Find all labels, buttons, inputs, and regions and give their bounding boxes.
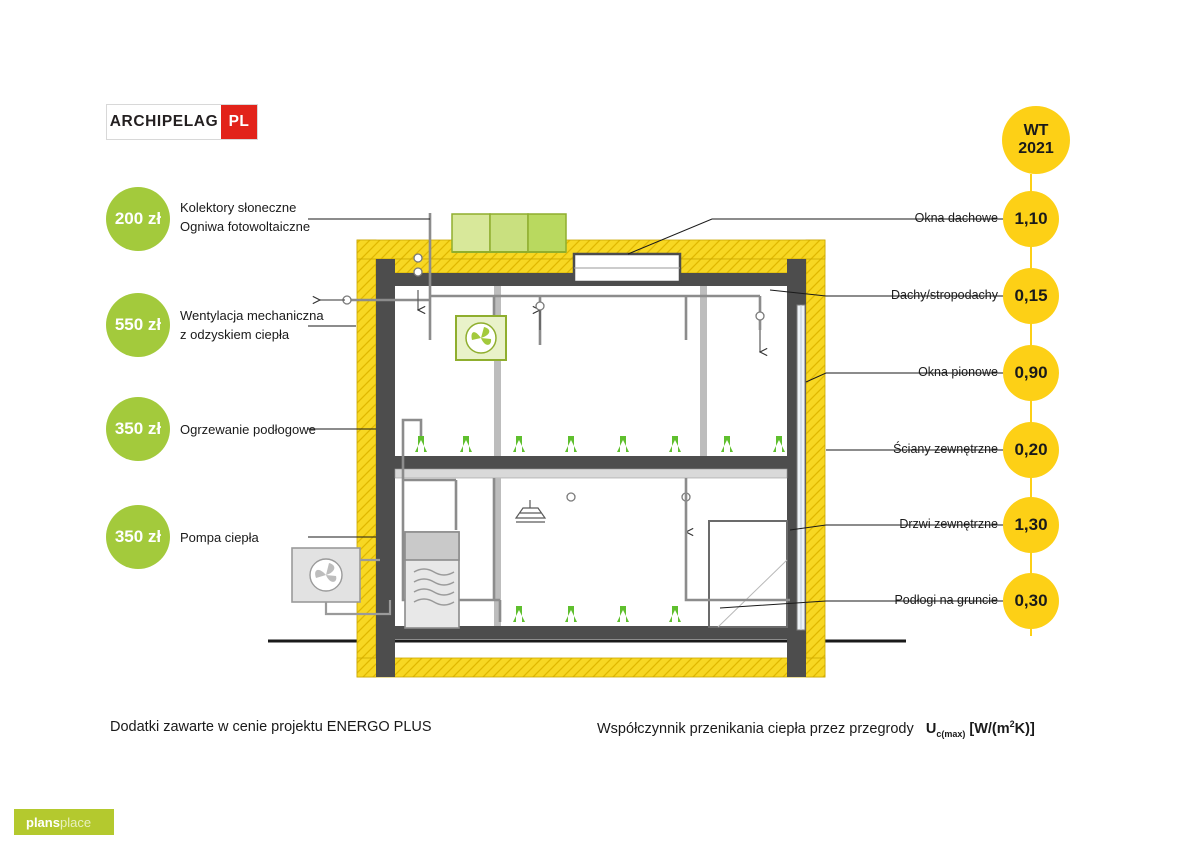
recuperator (456, 316, 506, 360)
solar-panels (452, 214, 566, 252)
u-label-1: Dachy/stropodachy (890, 288, 998, 302)
u-bubble-0: 1,10 (1003, 191, 1059, 247)
left-caption: Dodatki zawarte w cenie projektu ENERGO PLUS (110, 719, 432, 735)
heat-pump-tank (405, 532, 459, 628)
standard-line1: WT (1023, 122, 1049, 139)
standard-bubble (1002, 106, 1070, 174)
standard-line2: 2021 (1018, 140, 1054, 157)
kitchen-hood-icon (516, 500, 545, 522)
u-bubble-2: 0,90 (1003, 345, 1059, 401)
cost-label-2: Ogrzewanie podłogowe (180, 422, 316, 437)
cost-bubble-3: 350 zł (106, 505, 170, 569)
cost-bubble-0: 200 zł (106, 187, 170, 251)
right-caption (597, 719, 1035, 739)
right-caption-text: Współczynnik przenikania ciepła przez przegrody (597, 720, 914, 737)
logo-name: ARCHIPELAG (109, 113, 219, 130)
floor-heating-lower (513, 606, 681, 622)
floor-heating-upper (415, 436, 785, 452)
u-label-0: Okna dachowe (914, 211, 998, 225)
u-bubble-3: 0,20 (1003, 422, 1059, 478)
cost-bubble-1: 550 zł (106, 293, 170, 357)
u-label-3: Ściany zewnętrzne (893, 442, 998, 456)
plansplace-badge[interactable] (14, 809, 114, 835)
u-label-5: Podłogi na gruncie (894, 593, 998, 607)
cost-label-0: Kolektory słoneczne Ogniwa fotowoltaiczne (180, 200, 311, 234)
u-label-2: Okna pionowe (918, 365, 998, 379)
logo-suffix: PL (221, 105, 257, 139)
right-caption-unit: $U_{c(max)}$ $[W/(m^2K)]$ (925, 719, 1035, 739)
u-label-4: Drzwi zewnętrzne (899, 517, 998, 531)
brand-part-1: plans (26, 814, 60, 830)
u-bubble-5: 0,30 (1003, 573, 1059, 629)
cost-label-1: Wentylacja mechaniczna z odzyskiem ciepła (180, 308, 324, 342)
u-bubble-1: 0,15 (1003, 268, 1059, 324)
cost-label-3: Pompa ciepła (180, 530, 259, 545)
u-bubble-4: 1,30 (1003, 497, 1059, 553)
brand-part-2: place (59, 814, 92, 830)
cost-bubble-2: 350 zł (106, 397, 170, 461)
